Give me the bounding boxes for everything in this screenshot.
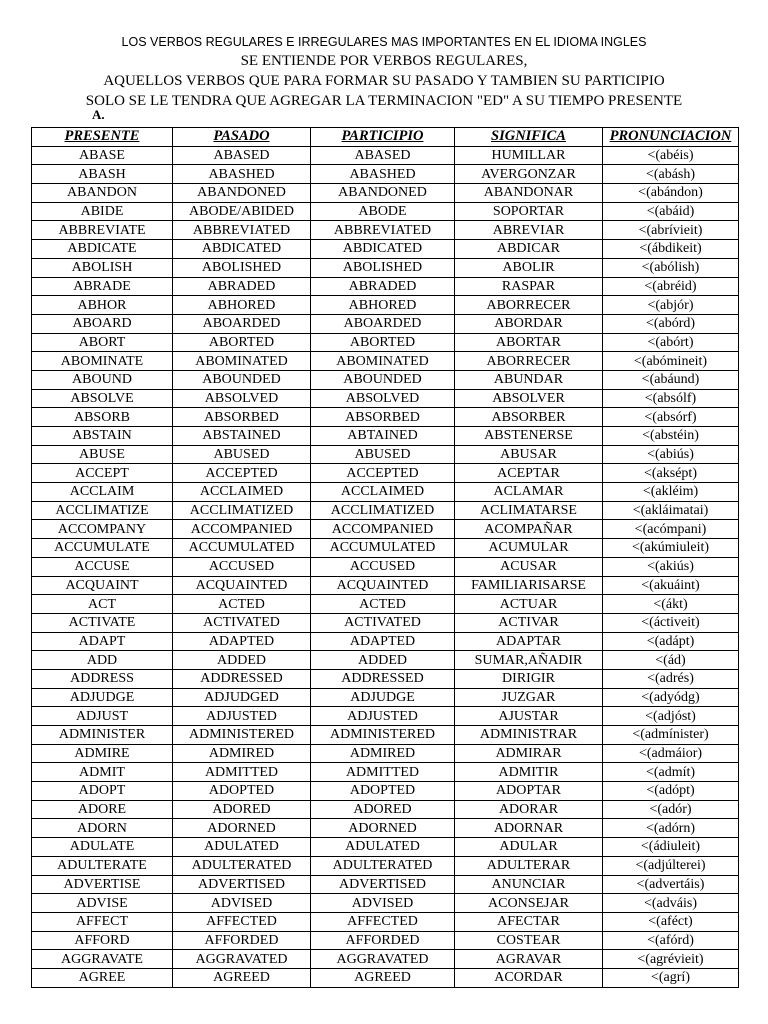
verbs-table	[31, 127, 739, 988]
pronunciacion-cell: <(admínister)	[603, 726, 739, 745]
pronunciacion-cell: <(afórd)	[603, 931, 739, 950]
table-row	[32, 445, 739, 464]
table-row	[32, 838, 739, 857]
presente-cell: ACQUAINT	[32, 576, 173, 595]
presente-cell: ABOUND	[32, 370, 173, 389]
table-row	[32, 408, 739, 427]
table-header	[32, 128, 739, 147]
pasado-cell: ACCEPTED	[173, 464, 311, 483]
pasado-cell: ABSTAINED	[173, 427, 311, 446]
pronunciacion-cell: <(akléim)	[603, 483, 739, 502]
significa-cell: ADULTERAR	[455, 856, 603, 875]
table-row	[32, 894, 739, 913]
pasado-cell: ABOARDED	[173, 314, 311, 333]
column-header-presente: PRESENTE	[32, 128, 173, 147]
significa-cell: RASPAR	[455, 277, 603, 296]
participio-cell: ABSOLVED	[311, 389, 455, 408]
table-row	[32, 669, 739, 688]
table-row	[32, 258, 739, 277]
significa-cell: ACTIVAR	[455, 613, 603, 632]
pronunciacion-cell: <(adjúlterei)	[603, 856, 739, 875]
pasado-cell: ADAPTED	[173, 632, 311, 651]
participio-cell: AFFECTED	[311, 912, 455, 931]
pasado-cell: ABHORED	[173, 296, 311, 315]
participio-cell: ADDRESSED	[311, 669, 455, 688]
pasado-cell: ADMIRED	[173, 744, 311, 763]
participio-cell: ABBREVIATED	[311, 221, 455, 240]
significa-cell: ADMINISTRAR	[455, 726, 603, 745]
significa-cell: ADAPTAR	[455, 632, 603, 651]
participio-cell: ABOARDED	[311, 314, 455, 333]
significa-cell: AVERGONZAR	[455, 165, 603, 184]
pronunciacion-cell: <(abréid)	[603, 277, 739, 296]
participio-cell: ACCEPTED	[311, 464, 455, 483]
pronunciacion-cell: <(áctiveit)	[603, 613, 739, 632]
pronunciacion-cell: <(agrí)	[603, 968, 739, 987]
participio-cell: ABASHED	[311, 165, 455, 184]
pronunciacion-cell: <(adórn)	[603, 819, 739, 838]
presente-cell: AGREE	[32, 968, 173, 987]
participio-cell: ACTED	[311, 595, 455, 614]
participio-cell: AGGRAVATED	[311, 950, 455, 969]
table-row	[32, 539, 739, 558]
presente-cell: AFFORD	[32, 931, 173, 950]
presente-cell: ADOPT	[32, 782, 173, 801]
table-row	[32, 968, 739, 987]
significa-cell: AGRAVAR	[455, 950, 603, 969]
pronunciacion-cell: <(adváis)	[603, 894, 739, 913]
pasado-cell: ABOUNDED	[173, 370, 311, 389]
significa-cell: ACORDAR	[455, 968, 603, 987]
pasado-cell: ACCUSED	[173, 557, 311, 576]
significa-cell: ADULAR	[455, 838, 603, 857]
table-row	[32, 875, 739, 894]
presente-cell: ACCOMPANY	[32, 520, 173, 539]
presente-cell: ABASE	[32, 146, 173, 165]
significa-cell: AFECTAR	[455, 912, 603, 931]
pronunciacion-cell: <(acómpani)	[603, 520, 739, 539]
presente-cell: ACCEPT	[32, 464, 173, 483]
pasado-cell: ADDRESSED	[173, 669, 311, 688]
pasado-cell: ADMITTED	[173, 763, 311, 782]
participio-cell: ADOPTED	[311, 782, 455, 801]
significa-cell: ADORAR	[455, 800, 603, 819]
pronunciacion-cell: <(ád)	[603, 651, 739, 670]
presente-cell: ABUSE	[32, 445, 173, 464]
participio-cell: ACCLIMATIZED	[311, 501, 455, 520]
presente-cell: ACCUSE	[32, 557, 173, 576]
table-row	[32, 912, 739, 931]
table-row	[32, 950, 739, 969]
pasado-cell: ABBREVIATED	[173, 221, 311, 240]
presente-cell: ABOLISH	[32, 258, 173, 277]
presente-cell: ABANDON	[32, 184, 173, 203]
participio-cell: ADULTERATED	[311, 856, 455, 875]
significa-cell: ABSTENERSE	[455, 427, 603, 446]
significa-cell: FAMILIARISARSE	[455, 576, 603, 595]
participio-cell: ACCOMPANIED	[311, 520, 455, 539]
participio-cell: ADJUDGE	[311, 688, 455, 707]
table-row	[32, 277, 739, 296]
participio-cell: ADORNED	[311, 819, 455, 838]
pasado-cell: ABDICATED	[173, 240, 311, 259]
participio-cell: ADMINISTERED	[311, 726, 455, 745]
presente-cell: ABSORB	[32, 408, 173, 427]
pasado-cell: ADORNED	[173, 819, 311, 838]
presente-cell: ADJUDGE	[32, 688, 173, 707]
pronunciacion-cell: <(abiús)	[603, 445, 739, 464]
document-heading	[0, 32, 768, 111]
pasado-cell: AGGRAVATED	[173, 950, 311, 969]
significa-cell: ANUNCIAR	[455, 875, 603, 894]
presente-cell: ADD	[32, 651, 173, 670]
pronunciacion-cell: <(abrívieit)	[603, 221, 739, 240]
pronunciacion-cell: <(absólf)	[603, 389, 739, 408]
significa-cell: ABSOLVER	[455, 389, 603, 408]
pronunciacion-cell: <(ábdikeit)	[603, 240, 739, 259]
participio-cell: ADVERTISED	[311, 875, 455, 894]
significa-cell: ABREVIAR	[455, 221, 603, 240]
significa-cell: ACLIMATARSE	[455, 501, 603, 520]
participio-cell: ACCUSED	[311, 557, 455, 576]
pasado-cell: ADJUSTED	[173, 707, 311, 726]
table-row	[32, 427, 739, 446]
pasado-cell: ABORTED	[173, 333, 311, 352]
presente-cell: ABDICATE	[32, 240, 173, 259]
presente-cell: ABSTAIN	[32, 427, 173, 446]
table-row	[32, 352, 739, 371]
significa-cell: ACONSEJAR	[455, 894, 603, 913]
presente-cell: ADMIT	[32, 763, 173, 782]
pasado-cell: AFFECTED	[173, 912, 311, 931]
significa-cell: SUMAR,AÑADIR	[455, 651, 603, 670]
significa-cell: ADORNAR	[455, 819, 603, 838]
pronunciacion-cell: <(abáid)	[603, 202, 739, 221]
presente-cell: ABRADE	[32, 277, 173, 296]
participio-cell: ADMIRED	[311, 744, 455, 763]
participio-cell: ABOLISHED	[311, 258, 455, 277]
pronunciacion-cell: <(akúmiuleit)	[603, 539, 739, 558]
pronunciacion-cell: <(agrévieit)	[603, 950, 739, 969]
pasado-cell: ADMINISTERED	[173, 726, 311, 745]
participio-cell: ADAPTED	[311, 632, 455, 651]
pasado-cell: ABODE/ABIDED	[173, 202, 311, 221]
pronunciacion-cell: <(akuáint)	[603, 576, 739, 595]
presente-cell: ADJUST	[32, 707, 173, 726]
participio-cell: ADDED	[311, 651, 455, 670]
pasado-cell: ABASED	[173, 146, 311, 165]
participio-cell: ABORTED	[311, 333, 455, 352]
pasado-cell: ADULTERATED	[173, 856, 311, 875]
table-body	[32, 146, 739, 987]
pasado-cell: ADORED	[173, 800, 311, 819]
significa-cell: ACUSAR	[455, 557, 603, 576]
presente-cell: ADULTERATE	[32, 856, 173, 875]
pasado-cell: ACCLIMATIZED	[173, 501, 311, 520]
significa-cell: COSTEAR	[455, 931, 603, 950]
pasado-cell: ABSORBED	[173, 408, 311, 427]
pronunciacion-cell: <(adápt)	[603, 632, 739, 651]
significa-cell: ADMITIR	[455, 763, 603, 782]
pronunciacion-cell: <(abólish)	[603, 258, 739, 277]
pasado-cell: AGREED	[173, 968, 311, 987]
presente-cell: ACCLIMATIZE	[32, 501, 173, 520]
significa-cell: ABORDAR	[455, 314, 603, 333]
significa-cell: ABUSAR	[455, 445, 603, 464]
pasado-cell: ADVERTISED	[173, 875, 311, 894]
presente-cell: ACCUMULATE	[32, 539, 173, 558]
presente-cell: ABOMINATE	[32, 352, 173, 371]
table-row	[32, 931, 739, 950]
pronunciacion-cell: <(absórf)	[603, 408, 739, 427]
significa-cell: ABDICAR	[455, 240, 603, 259]
pronunciacion-cell: <(aféct)	[603, 912, 739, 931]
presente-cell: ADMINISTER	[32, 726, 173, 745]
significa-cell: ACEPTAR	[455, 464, 603, 483]
pronunciacion-cell: <(adyódg)	[603, 688, 739, 707]
significa-cell: ACLAMAR	[455, 483, 603, 502]
column-header-pasado: PASADO	[173, 128, 311, 147]
table-row	[32, 520, 739, 539]
table-row	[32, 800, 739, 819]
presente-cell: ABSOLVE	[32, 389, 173, 408]
table-row	[32, 483, 739, 502]
significa-cell: ABORRECER	[455, 296, 603, 315]
table-row	[32, 856, 739, 875]
presente-cell: ABIDE	[32, 202, 173, 221]
pronunciacion-cell: <(ádiuleit)	[603, 838, 739, 857]
pronunciacion-cell: <(abándon)	[603, 184, 739, 203]
table-row	[32, 240, 739, 259]
significa-cell: ABORRECER	[455, 352, 603, 371]
table-row	[32, 221, 739, 240]
intro-line-1: SE ENTIENDE POR VERBOS REGULARES,	[240, 53, 528, 69]
table-row	[32, 707, 739, 726]
table-row	[32, 576, 739, 595]
significa-cell: ACUMULAR	[455, 539, 603, 558]
table-row	[32, 595, 739, 614]
pasado-cell: ABRADED	[173, 277, 311, 296]
table-row	[32, 557, 739, 576]
significa-cell: DIRIGIR	[455, 669, 603, 688]
significa-cell: ACOMPAÑAR	[455, 520, 603, 539]
document-title: LOS VERBOS REGULARES E IRREGULARES MAS IMPORTANTES EN EL IDIOMA INGLES	[121, 35, 647, 49]
significa-cell: ABANDONAR	[455, 184, 603, 203]
column-header-participio: PARTICIPIO	[311, 128, 455, 147]
table-row	[32, 296, 739, 315]
table-row	[32, 782, 739, 801]
significa-cell: ABOLIR	[455, 258, 603, 277]
intro-line-3: SOLO SE LE TENDRA QUE AGREGAR LA TERMINACION "ED" A SU TIEMPO PRESENTE	[85, 93, 683, 109]
table-row	[32, 763, 739, 782]
pronunciacion-cell: <(ákt)	[603, 595, 739, 614]
pronunciacion-cell: <(abásh)	[603, 165, 739, 184]
presente-cell: ABHOR	[32, 296, 173, 315]
pasado-cell: ACCLAIMED	[173, 483, 311, 502]
significa-cell: ABUNDAR	[455, 370, 603, 389]
presente-cell: ACT	[32, 595, 173, 614]
table-row	[32, 464, 739, 483]
participio-cell: ACCLAIMED	[311, 483, 455, 502]
pasado-cell: ABUSED	[173, 445, 311, 464]
participio-cell: ABOMINATED	[311, 352, 455, 371]
participio-cell: AFFORDED	[311, 931, 455, 950]
presente-cell: AGGRAVATE	[32, 950, 173, 969]
table-row	[32, 819, 739, 838]
participio-cell: ABANDONED	[311, 184, 455, 203]
pasado-cell: ADVISED	[173, 894, 311, 913]
pasado-cell: ADDED	[173, 651, 311, 670]
pasado-cell: ACQUAINTED	[173, 576, 311, 595]
pasado-cell: ACCOMPANIED	[173, 520, 311, 539]
presente-cell: ADORE	[32, 800, 173, 819]
participio-cell: ABHORED	[311, 296, 455, 315]
presente-cell: ADDRESS	[32, 669, 173, 688]
table-row	[32, 632, 739, 651]
participio-cell: ABOUNDED	[311, 370, 455, 389]
participio-cell: ABTAINED	[311, 427, 455, 446]
significa-cell: ADMIRAR	[455, 744, 603, 763]
header-row	[32, 128, 739, 147]
pronunciacion-cell: <(abstéin)	[603, 427, 739, 446]
presente-cell: ACCLAIM	[32, 483, 173, 502]
pasado-cell: ACTED	[173, 595, 311, 614]
table-row	[32, 202, 739, 221]
pronunciacion-cell: <(abéis)	[603, 146, 739, 165]
participio-cell: ABASED	[311, 146, 455, 165]
pronunciacion-cell: <(akláimatai)	[603, 501, 739, 520]
pronunciacion-cell: <(abjór)	[603, 296, 739, 315]
pronunciacion-cell: <(abómineit)	[603, 352, 739, 371]
participio-cell: ABODE	[311, 202, 455, 221]
participio-cell: ACCUMULATED	[311, 539, 455, 558]
pronunciacion-cell: <(abáund)	[603, 370, 739, 389]
significa-cell: SOPORTAR	[455, 202, 603, 221]
participio-cell: ABSORBED	[311, 408, 455, 427]
pasado-cell: AFFORDED	[173, 931, 311, 950]
presente-cell: ADVISE	[32, 894, 173, 913]
pasado-cell: ACTIVATED	[173, 613, 311, 632]
pasado-cell: ADJUDGED	[173, 688, 311, 707]
presente-cell: AFFECT	[32, 912, 173, 931]
column-header-pronunciacion: PRONUNCIACION	[603, 128, 739, 147]
pasado-cell: ACCUMULATED	[173, 539, 311, 558]
pronunciacion-cell: <(advertáis)	[603, 875, 739, 894]
presente-cell: ADMIRE	[32, 744, 173, 763]
significa-cell: JUZGAR	[455, 688, 603, 707]
pronunciacion-cell: <(adjóst)	[603, 707, 739, 726]
participio-cell: ABRADED	[311, 277, 455, 296]
presente-cell: ADULATE	[32, 838, 173, 857]
participio-cell: ADMITTED	[311, 763, 455, 782]
significa-cell: ABORTAR	[455, 333, 603, 352]
column-header-significa: SIGNIFICA	[455, 128, 603, 147]
pasado-cell: ABANDONED	[173, 184, 311, 203]
table-row	[32, 389, 739, 408]
pronunciacion-cell: <(adópt)	[603, 782, 739, 801]
participio-cell: ADULATED	[311, 838, 455, 857]
pronunciacion-cell: <(akiús)	[603, 557, 739, 576]
participio-cell: AGREED	[311, 968, 455, 987]
participio-cell: ACQUAINTED	[311, 576, 455, 595]
table-row	[32, 688, 739, 707]
presente-cell: ABOARD	[32, 314, 173, 333]
presente-cell: ABORT	[32, 333, 173, 352]
presente-cell: ABBREVIATE	[32, 221, 173, 240]
table-row	[32, 726, 739, 745]
pronunciacion-cell: <(admít)	[603, 763, 739, 782]
pronunciacion-cell: <(admáior)	[603, 744, 739, 763]
pasado-cell: ABOMINATED	[173, 352, 311, 371]
table-row	[32, 333, 739, 352]
significa-cell: HUMILLAR	[455, 146, 603, 165]
presente-cell: ADORN	[32, 819, 173, 838]
participio-cell: ADORED	[311, 800, 455, 819]
table-row	[32, 184, 739, 203]
table-row	[32, 146, 739, 165]
pronunciacion-cell: <(abórt)	[603, 333, 739, 352]
section-letter: A.	[92, 107, 105, 122]
intro-line-2: AQUELLOS VERBOS QUE PARA FORMAR SU PASADO Y TAMBIEN SU PARTICIPIO	[103, 73, 665, 89]
table-row	[32, 613, 739, 632]
pronunciacion-cell: <(adrés)	[603, 669, 739, 688]
pasado-cell: ADULATED	[173, 838, 311, 857]
participio-cell: ACTIVATED	[311, 613, 455, 632]
pronunciacion-cell: <(abórd)	[603, 314, 739, 333]
pasado-cell: ABSOLVED	[173, 389, 311, 408]
table-row	[32, 370, 739, 389]
participio-cell: ADVISED	[311, 894, 455, 913]
pasado-cell: ADOPTED	[173, 782, 311, 801]
presente-cell: ADAPT	[32, 632, 173, 651]
table-row	[32, 651, 739, 670]
pasado-cell: ABASHED	[173, 165, 311, 184]
pronunciacion-cell: <(aksépt)	[603, 464, 739, 483]
table-row	[32, 501, 739, 520]
table-row	[32, 744, 739, 763]
presente-cell: ABASH	[32, 165, 173, 184]
presente-cell: ADVERTISE	[32, 875, 173, 894]
presente-cell: ACTIVATE	[32, 613, 173, 632]
significa-cell: AJUSTAR	[455, 707, 603, 726]
significa-cell: ACTUAR	[455, 595, 603, 614]
significa-cell: ABSORBER	[455, 408, 603, 427]
pasado-cell: ABOLISHED	[173, 258, 311, 277]
participio-cell: ADJUSTED	[311, 707, 455, 726]
participio-cell: ABDICATED	[311, 240, 455, 259]
significa-cell: ADOPTAR	[455, 782, 603, 801]
table-row	[32, 165, 739, 184]
pronunciacion-cell: <(adór)	[603, 800, 739, 819]
table-row	[32, 314, 739, 333]
participio-cell: ABUSED	[311, 445, 455, 464]
